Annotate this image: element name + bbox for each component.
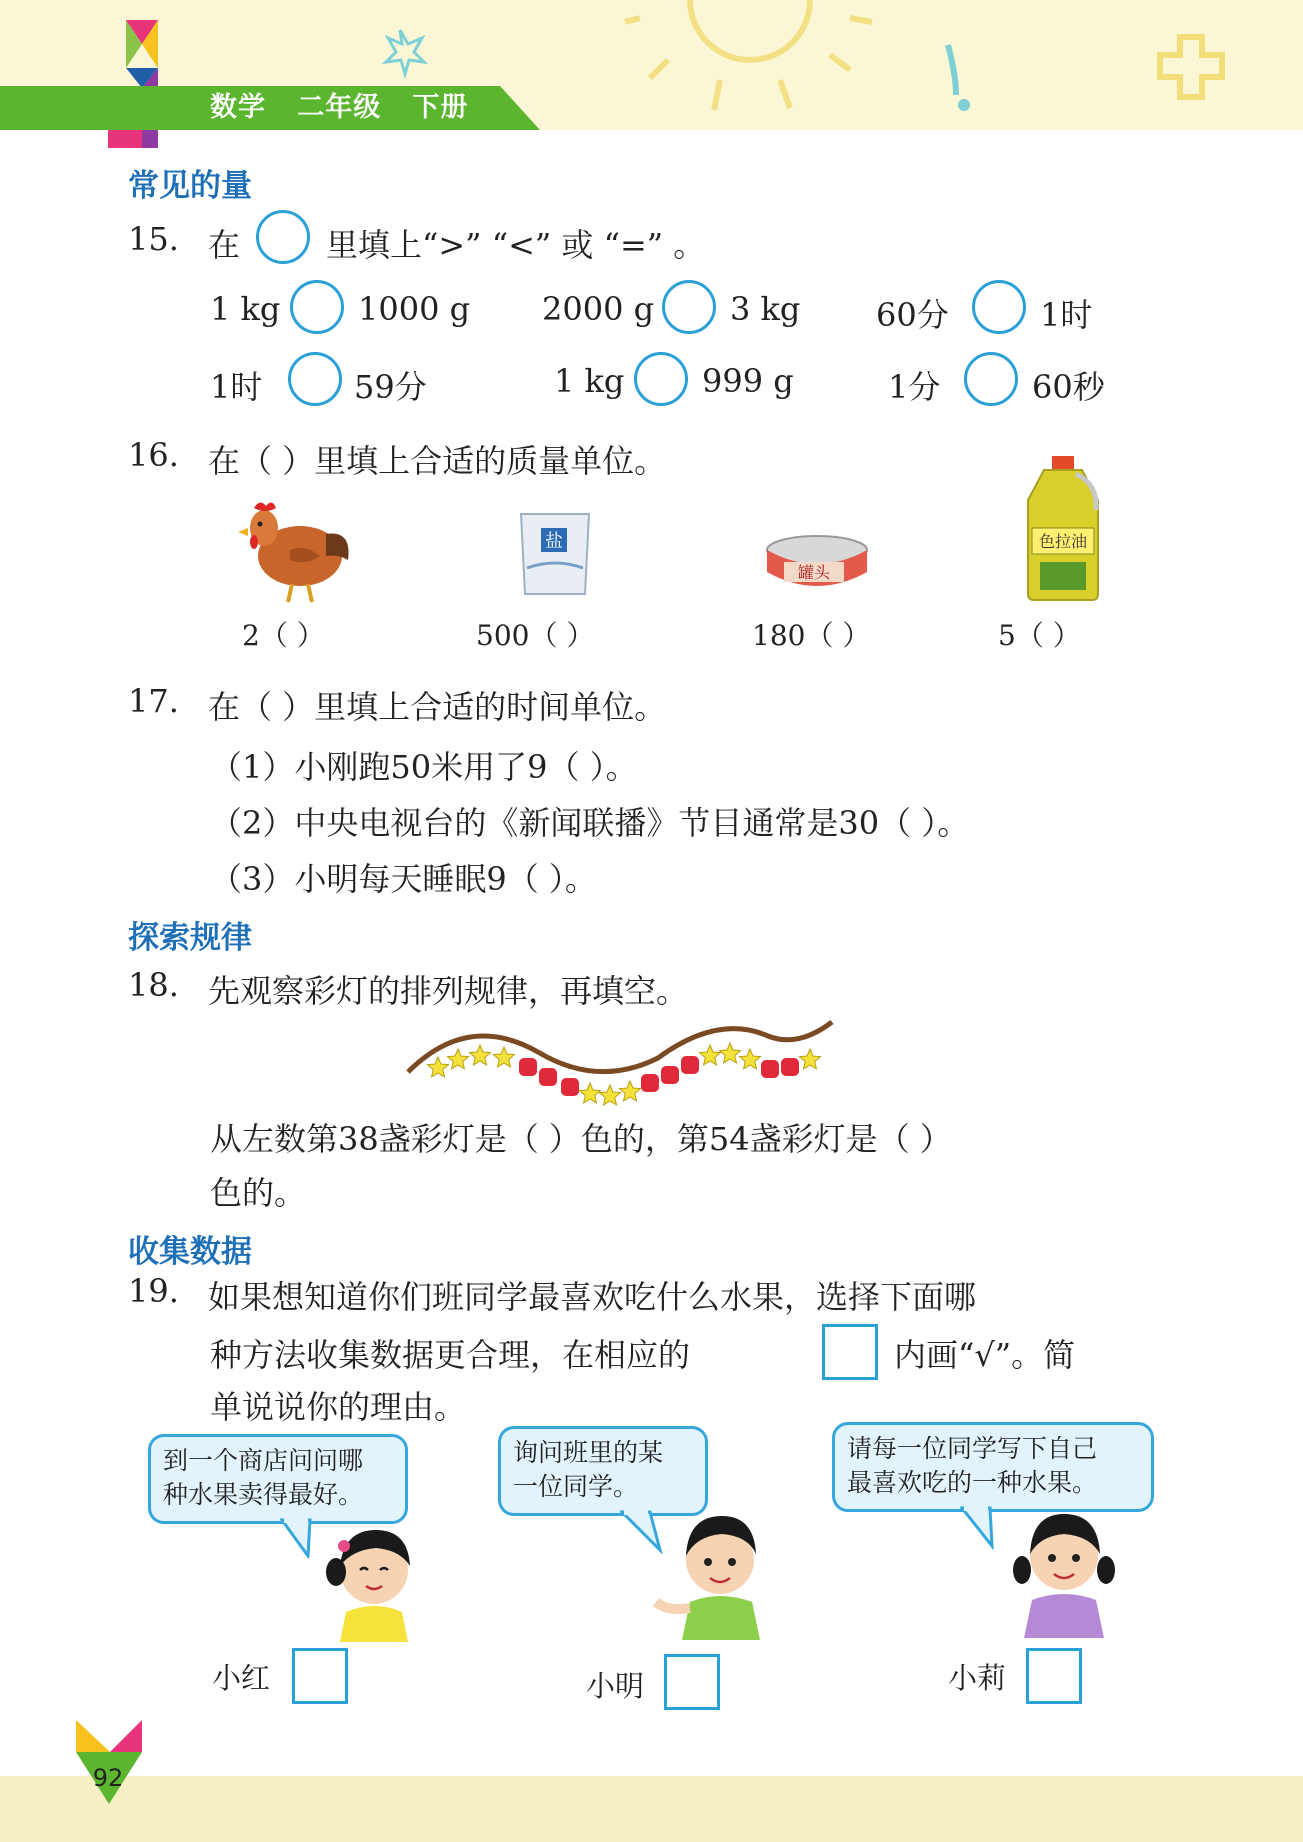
option-name-xiaohong: 小红	[212, 1661, 271, 1695]
yellow-star-lantern	[800, 1049, 821, 1069]
q15-item6-left: 1分	[888, 368, 941, 406]
q19-instruction-box	[822, 1324, 878, 1380]
q15-number: 15.	[128, 220, 179, 258]
option-name-xiaoli: 小莉	[948, 1661, 1007, 1695]
girl-xiaoli-icon	[1008, 1510, 1118, 1638]
boy-xiaoming-icon	[650, 1512, 770, 1642]
q16-chicken-value: 2（ ）	[242, 619, 325, 652]
girl-xiaohong-icon	[322, 1526, 422, 1642]
can-label: 罐头	[797, 563, 831, 582]
lantern-string-image	[398, 1010, 848, 1114]
q16-text: 在（ ）里填上合适的质量单位。	[208, 442, 667, 480]
q15-item3-answer-circle[interactable]	[972, 280, 1026, 334]
option-name-xiaoming: 小明	[586, 1669, 645, 1703]
q18-number: 18.	[128, 966, 179, 1004]
q19-line2a: 种方法收集数据更合理，在相应的	[210, 1336, 691, 1374]
checkbox-xiaoli[interactable]	[1026, 1648, 1082, 1704]
q15-item5-left: 1 kg	[554, 362, 625, 400]
header-title: 数学 二年级 下册	[210, 92, 469, 123]
bubble-xiaohong-line1: 到一个商店问问哪	[163, 1446, 364, 1475]
q15-item6-right: 60秒	[1032, 368, 1105, 406]
q17-text: 在（ ）里填上合适的时间单位。	[208, 688, 667, 726]
yellow-star-lantern	[700, 1045, 721, 1065]
q15-item5-answer-circle[interactable]	[634, 352, 688, 406]
q15-text-before: 在	[208, 226, 241, 264]
chicken-icon	[238, 494, 352, 604]
red-lantern	[781, 1058, 799, 1076]
q15-item2-right: 3 kg	[730, 290, 801, 328]
q17-item1: （1）小刚跑50米用了9（ ）。	[210, 748, 638, 786]
bubble-xiaoli-line2: 最喜欢吃的一种水果。	[847, 1468, 1098, 1497]
q15-item2-left: 2000 g	[542, 290, 655, 328]
q15-instruction-circle	[256, 210, 310, 264]
speech-bubble-xiaoli	[832, 1422, 1154, 1512]
bubble-xiaoming-line2: 一位同学。	[513, 1472, 639, 1501]
red-lantern	[561, 1078, 579, 1096]
q15-item3-left: 60分	[876, 296, 949, 334]
q15-item1-answer-circle[interactable]	[290, 280, 344, 334]
q19-line2b: 内画“√”。简	[894, 1336, 1076, 1374]
canned-food-icon	[762, 530, 872, 594]
q16-oil-value: 5（ ）	[998, 619, 1081, 652]
yellow-star-lantern	[470, 1045, 491, 1065]
section-heading-data-collection: 收集数据	[128, 1234, 252, 1270]
speech-bubble-xiaoming	[498, 1426, 708, 1516]
q19-line3: 单说说你的理由。	[210, 1388, 467, 1426]
q17-item2: （2）中央电视台的《新闻联播》节目通常是30（ ）。	[210, 804, 970, 842]
oil-bottle-icon	[1018, 454, 1108, 602]
q15-item4-right: 59分	[354, 368, 427, 406]
q19-line1: 如果想知道你们班同学最喜欢吃什么水果，选择下面哪	[208, 1278, 977, 1316]
red-lantern	[519, 1058, 537, 1076]
q15-item6-answer-circle[interactable]	[964, 352, 1018, 406]
yellow-star-lantern	[428, 1057, 449, 1077]
q19-number: 19.	[128, 1272, 179, 1310]
yellow-star-lantern	[740, 1049, 761, 1069]
red-lantern	[641, 1074, 659, 1092]
q17-item3: （3）小明每天睡眠9（ ）。	[210, 860, 597, 898]
q15-item1-right: 1000 g	[358, 290, 471, 328]
checkbox-xiaohong[interactable]	[292, 1648, 348, 1704]
q15-item1-left: 1 kg	[210, 290, 281, 328]
yellow-star-lantern	[494, 1047, 515, 1067]
q15-item3-right: 1时	[1040, 296, 1093, 334]
checkbox-xiaoming[interactable]	[664, 1654, 720, 1710]
yellow-star-lantern	[720, 1043, 741, 1063]
bubble-xiaoming-line1: 询问班里的某	[513, 1438, 664, 1467]
salt-bag-icon	[515, 508, 595, 598]
speech-bubble-xiaohong	[148, 1434, 408, 1524]
red-lantern	[661, 1066, 679, 1084]
red-lantern	[761, 1060, 779, 1078]
section-heading-measures: 常见的量	[128, 168, 252, 204]
q18-line1: 从左数第38盏彩灯是（ ）色的，第54盏彩灯是（ ）	[210, 1120, 952, 1158]
q15-item4-answer-circle[interactable]	[288, 352, 342, 406]
yellow-star-lantern	[620, 1081, 641, 1101]
plus-doodle-icon	[1160, 37, 1222, 97]
salt-label: 盐	[545, 531, 563, 552]
q15-item5-right: 999 g	[702, 362, 794, 400]
q16-can-value: 180（ ）	[752, 619, 871, 652]
q15-item4-left: 1时	[210, 368, 263, 406]
q16-number: 16.	[128, 436, 179, 474]
sun-decor-icon	[625, 0, 872, 110]
q15-item2-answer-circle[interactable]	[662, 280, 716, 334]
yellow-star-lantern	[600, 1085, 621, 1105]
q16-salt-value: 500（ ）	[476, 619, 595, 652]
q15-text-after: 里填上“>” “<” 或 “=” 。	[326, 226, 706, 264]
yellow-star-lantern	[448, 1049, 469, 1069]
q17-number: 17.	[128, 682, 179, 720]
bubble-xiaoli-line1: 请每一位同学写下自己	[847, 1434, 1098, 1463]
bubble-xiaohong-line2: 种水果卖得最好。	[163, 1480, 364, 1509]
oil-label: 色拉油	[1038, 532, 1088, 551]
q18-text: 先观察彩灯的排列规律，再填空。	[208, 972, 689, 1010]
bottom-decor-band	[0, 1776, 1303, 1842]
red-lantern	[681, 1056, 699, 1074]
yellow-star-lantern	[580, 1083, 601, 1103]
q18-line2: 色的。	[210, 1174, 307, 1212]
red-lantern	[539, 1068, 557, 1086]
bubble-tail-icon	[280, 1518, 320, 1558]
star-doodle-icon	[386, 30, 424, 74]
page-number: 92	[92, 1764, 124, 1792]
section-heading-patterns: 探索规律	[128, 920, 252, 956]
bubble-tail-icon	[960, 1506, 1000, 1550]
